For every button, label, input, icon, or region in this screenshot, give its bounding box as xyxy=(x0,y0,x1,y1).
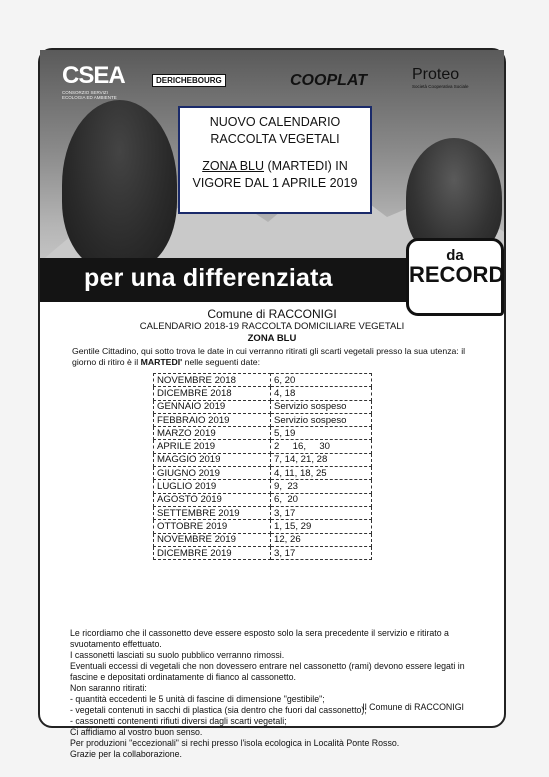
comune-title: Comune di RACCONIGI xyxy=(207,307,337,321)
note-line: - cassonetti contenenti rifiuti diversi dagli scarti vegetali; xyxy=(70,716,287,726)
schedule-row xyxy=(154,413,372,426)
notice-line-3-rest: (MARTEDI) IN xyxy=(264,159,348,173)
schedule-month: MARZO 2019 xyxy=(154,427,271,440)
schedule-dates: 12, 26 xyxy=(271,533,372,546)
schedule-row xyxy=(154,453,372,466)
note-line: - vegetali contenuti in sacchi di plastica (sia dentro che fuori dal cassonetto); xyxy=(70,705,367,715)
schedule-row xyxy=(154,493,372,506)
note-line: Grazie per la collaborazione. xyxy=(70,749,182,759)
schedule-row xyxy=(154,533,372,546)
schedule-dates: Servizio sospeso xyxy=(271,400,372,413)
schedule-month: NOVEMBRE 2018 xyxy=(154,374,271,387)
notice-zona: ZONA BLU xyxy=(202,159,265,173)
intro-weekday: MARTEDI' xyxy=(140,357,183,367)
schedule-dates: 9, 23 xyxy=(271,480,372,493)
intro-paragraph xyxy=(72,346,474,368)
flyer-sheet xyxy=(38,48,506,759)
derichebourg-logo: DERICHEBOURG xyxy=(152,74,226,87)
note-line: Non saranno ritirati: xyxy=(70,683,147,693)
document-body xyxy=(40,302,504,759)
note-line: Per produzioni "eccezionali" si rechi presso l'isola ecologica in Località Ponte Rosso. xyxy=(70,738,400,748)
note-line: Le ricordiamo che il cassonetto deve essere esposto solo la sera precedente il servizio e ritirato a svuotamento effettuato. xyxy=(70,628,449,649)
schedule-month: AGOSTO 2019 xyxy=(154,493,271,506)
calendar-subtitle: CALENDARIO 2018-19 RACCOLTA DOMICILIARE VEGETALI xyxy=(139,321,405,332)
schedule-dates: 7, 14, 21, 28 xyxy=(271,453,372,466)
schedule-row xyxy=(154,480,372,493)
record-word: RECORD xyxy=(409,262,505,287)
note-line: I cassonetti lasciati su suolo pubblico verranno rimossi. xyxy=(70,650,285,660)
schedule-row xyxy=(154,387,372,400)
schedule-dates: 5, 19 xyxy=(271,427,372,440)
cooplat-logo: COOPLAT xyxy=(290,72,368,89)
csea-logo: CSEA CONSORZIO SERVIZI ECOLOGIA ED AMBIENTE xyxy=(62,62,125,100)
schedule-row xyxy=(154,546,372,559)
schedule-dates: 4, 18 xyxy=(271,387,372,400)
schedule-dates: 4, 11, 18, 25 xyxy=(271,467,372,480)
record-da: da xyxy=(446,247,464,264)
schedule-dates: 3, 17 xyxy=(271,546,372,559)
notes-block xyxy=(70,628,480,760)
intro-text-end: nelle seguenti date: xyxy=(182,357,260,367)
proteo-logo: Proteo Società Cooperativa Sociale xyxy=(412,66,469,89)
signature: Il Comune di RACCONIGI xyxy=(362,702,464,712)
schedule-table xyxy=(153,373,372,560)
notice-line-4: VIGORE DAL 1 APRILE 2019 xyxy=(192,176,358,190)
schedule-month: SETTEMBRE 2019 xyxy=(154,506,271,519)
schedule-row xyxy=(154,467,372,480)
note-line: Eventuali eccessi di vegetali che non dovessero entrare nel cassonetto (rami) devono essere legati in fascine e depositati ordinatamente di fianco al cassonetto. xyxy=(70,661,465,682)
schedule-row xyxy=(154,427,372,440)
sponsor-logos xyxy=(40,62,504,102)
schedule-month: MAGGIO 2019 xyxy=(154,453,271,466)
schedule-row xyxy=(154,440,372,453)
new-calendar-notice xyxy=(178,106,372,214)
schedule-month: GENNAIO 2019 xyxy=(154,400,271,413)
schedule-row xyxy=(154,520,372,533)
notice-line-1: NUOVO CALENDARIO xyxy=(209,115,341,129)
schedule-row xyxy=(154,400,372,413)
tagline-text: per una differenziata xyxy=(84,264,333,292)
schedule-month: APRILE 2019 xyxy=(154,440,271,453)
schedule-dates: 6, 20 xyxy=(271,493,372,506)
schedule-month: LUGLIO 2019 xyxy=(154,480,271,493)
zona-heading: ZONA BLU xyxy=(247,333,297,344)
schedule-month: DICEMBRE 2019 xyxy=(154,546,271,559)
intro-text: Gentile Cittadino, qui sotto trova le date in cui verranno ritirati gli scarti vegetali presso la sua utenza: il giorno di ritiro è il xyxy=(72,346,466,367)
schedule-dates: Servizio sospeso xyxy=(271,413,372,426)
climber-left-figure xyxy=(62,100,177,270)
schedule-dates: 1, 15, 29 xyxy=(271,520,372,533)
schedule-dates: 3, 17 xyxy=(271,506,372,519)
schedule-dates: 2 16, 30 xyxy=(271,440,372,453)
schedule-month: OTTOBRE 2019 xyxy=(154,520,271,533)
schedule-month: NOVEMBRE 2019 xyxy=(154,533,271,546)
note-line: - quantità eccedenti le 5 unità di fascine di dimensione "gestibile"; xyxy=(70,694,325,704)
schedule-row xyxy=(154,374,372,387)
schedule-month: DICEMBRE 2018 xyxy=(154,387,271,400)
schedule-month: GIUGNO 2019 xyxy=(154,467,271,480)
schedule-dates: 6, 20 xyxy=(271,374,372,387)
note-line: Ci affidiamo al vostro buon senso. xyxy=(70,727,203,737)
notice-line-3 xyxy=(180,158,370,175)
schedule-month: FEBBRAIO 2019 xyxy=(154,413,271,426)
notice-line-2: RACCOLTA VEGETALI xyxy=(210,132,340,146)
schedule-row xyxy=(154,506,372,519)
